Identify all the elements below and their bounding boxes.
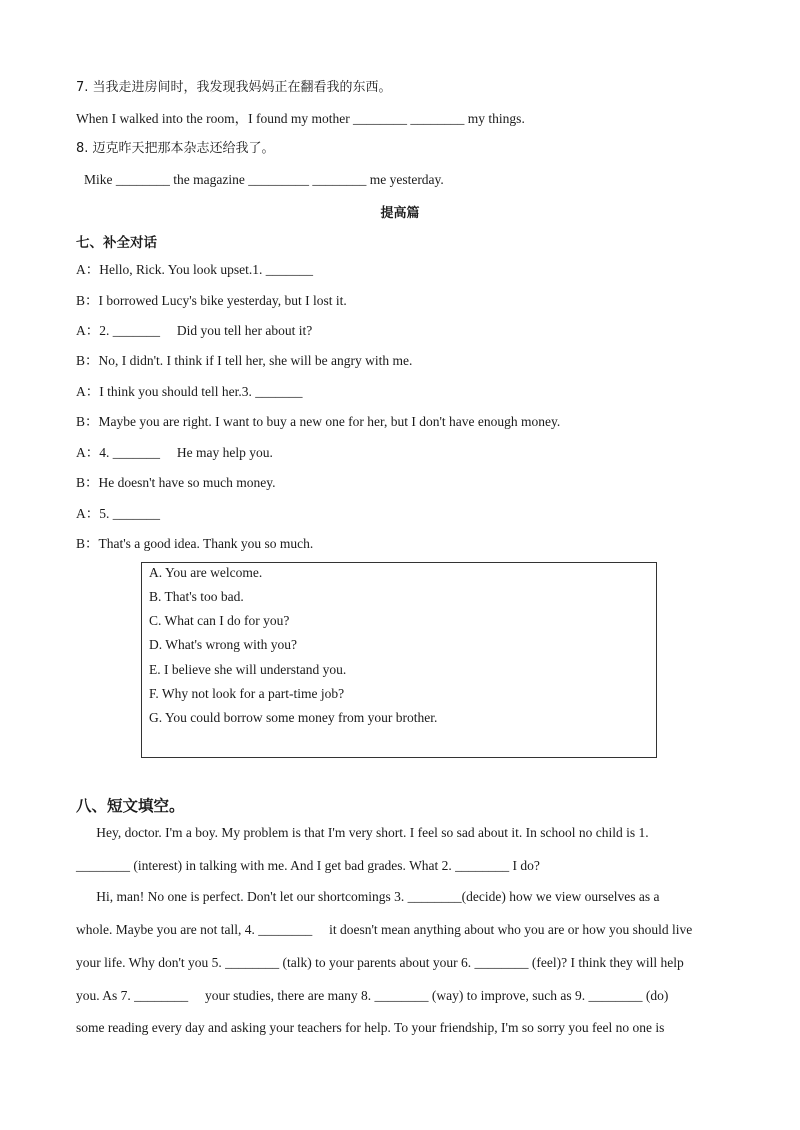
dialogue-line: A：2. _______ Did you tell her about it? [76, 323, 313, 338]
dialogue-line: B：I borrowed Lucy's bike yesterday, but I lost it. [76, 293, 347, 308]
dialogue-line: B：That's a good idea. Thank you so much. [76, 536, 314, 551]
dialogue-line: B：Maybe you are right. I want to buy a new one for her, but I don't have enough money. [76, 414, 561, 429]
dialogue-line: A：4. _______ He may help you. [76, 445, 273, 460]
option-item: E. I believe she will understand you. [149, 662, 347, 677]
dialogue-line: A：Hello, Rick. You look upset.1. _______ [76, 262, 314, 277]
option-item: F. Why not look for a part-time job? [149, 686, 345, 701]
cloze-line: Hi, man! No one is perfect. Don't let our shortcomings 3. ________(decide) how we view ourselves as a [76, 889, 660, 904]
q8-chinese: 8. 迈克昨天把那本杂志还给我了。 [76, 141, 275, 156]
cloze-line: your life. Why don't you 5. ________ (talk) to your parents about your 6. ________ (feel)? I think they will help [76, 955, 684, 970]
option-item: G. You could borrow some money from your brother. [149, 710, 438, 725]
dialogue-line: B：No, I didn't. I think if I tell her, she will be angry with me. [76, 353, 413, 368]
dialogue-line: B：He doesn't have so much money. [76, 475, 276, 490]
cloze-line: ________ (interest) in talking with me. And I get bad grades. What 2. ________ I do? [76, 858, 540, 873]
cloze-line: whole. Maybe you are not tall, 4. ________ it doesn't mean anything about who you are or how you should live [76, 922, 693, 937]
option-item: C. What can I do for you? [149, 613, 290, 628]
dialogue-heading: 七、补全对话 [76, 235, 157, 251]
cloze-line: you. As 7. ________ your studies, there are many 8. ________ (way) to improve, such as 9. ________ (do) [76, 988, 669, 1003]
dialogue-line: A：5. _______ [76, 506, 160, 521]
option-item: A. You are welcome. [149, 565, 263, 580]
options-box [141, 562, 657, 758]
q7-chinese: 7. 当我走进房间时，我发现我妈妈正在翻看我的东西。 [76, 80, 392, 95]
option-item: B. That's too bad. [149, 589, 244, 604]
q7-english: When I walked into the room，I found my mother ________ ________ my things. [76, 111, 525, 126]
cloze-line: some reading every day and asking your teachers for help. To your friendship, I'm so sorry you feel no one is [76, 1020, 665, 1035]
cloze-heading: 八、短文填空。 [76, 797, 185, 815]
q8-english: Mike ________ the magazine _________ ________ me yesterday. [84, 172, 444, 187]
option-item: D. What's wrong with you? [149, 637, 298, 652]
section-title: 提高篇 [380, 206, 420, 221]
dialogue-line: A：I think you should tell her.3. _______ [76, 384, 303, 399]
cloze-line: Hey, doctor. I'm a boy. My problem is that I'm very short. I feel so sad about it. In school no child is 1. [76, 825, 649, 840]
